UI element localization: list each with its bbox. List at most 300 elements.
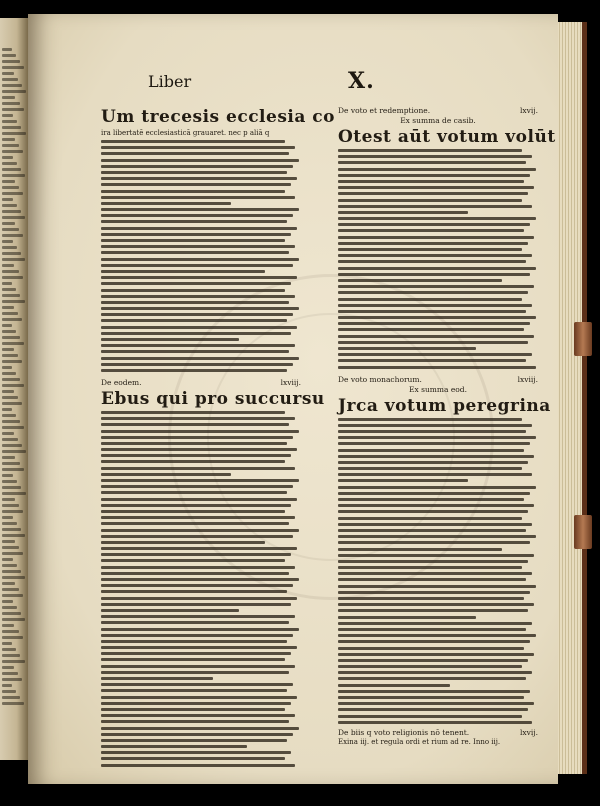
text-line-fragment	[2, 306, 14, 309]
text-line-fragment	[2, 420, 20, 423]
text-line	[338, 223, 530, 226]
text-line-fragment	[2, 120, 17, 123]
text-line-fragment	[2, 588, 19, 591]
text-line	[338, 298, 522, 301]
text-line-fragment	[2, 126, 21, 129]
text-line	[101, 547, 297, 550]
text-line	[338, 229, 524, 232]
right-column	[338, 106, 556, 747]
text-line-fragment	[2, 426, 24, 429]
text-line	[338, 359, 526, 362]
section-meta-number: lxvij.	[520, 727, 538, 737]
text-line	[101, 245, 295, 248]
text-line-fragment	[2, 444, 22, 447]
text-line-fragment	[2, 516, 13, 519]
text-line-fragment	[2, 210, 21, 213]
text-line-fragment	[2, 366, 12, 369]
text-line-fragment	[2, 84, 22, 87]
text-line	[101, 423, 289, 426]
text-line	[101, 597, 297, 600]
text-line-fragment	[2, 150, 23, 153]
text-line-fragment	[2, 300, 25, 303]
text-line	[338, 174, 530, 177]
text-line-fragment	[2, 168, 21, 171]
section-heading: Otest aūt votum volūt	[338, 127, 556, 147]
text-line	[101, 289, 285, 292]
text-line	[101, 658, 285, 661]
running-head-left: Liber	[148, 72, 192, 91]
text-line	[338, 591, 530, 594]
text-line	[101, 584, 293, 587]
text-line	[101, 251, 289, 254]
text-line-fragment	[2, 522, 17, 525]
text-line	[338, 285, 534, 288]
text-line	[338, 217, 536, 220]
text-line	[101, 566, 295, 569]
text-line	[101, 350, 289, 353]
text-line	[101, 671, 289, 674]
text-line-fragment	[2, 54, 16, 57]
text-line	[338, 366, 536, 369]
text-line-fragment	[2, 180, 15, 183]
text-line-fragment	[2, 702, 24, 705]
section-meta-title: De biis q voto religionis nō tenent.	[338, 727, 470, 737]
text-line	[101, 665, 295, 668]
text-line	[101, 516, 295, 519]
text-line	[338, 492, 530, 495]
text-line-fragment	[2, 336, 20, 339]
section-meta	[338, 106, 538, 116]
text-line	[101, 590, 287, 593]
text-line	[101, 301, 289, 304]
text-line	[338, 279, 502, 282]
text-line	[338, 155, 532, 158]
text-line	[101, 177, 297, 180]
text-line	[101, 183, 291, 186]
text-line	[338, 653, 534, 656]
text-line	[338, 677, 526, 680]
text-line	[338, 304, 532, 307]
text-line	[338, 149, 522, 152]
text-line	[101, 159, 299, 162]
text-line	[101, 720, 289, 723]
text-line-fragment	[2, 480, 17, 483]
text-line-fragment	[2, 108, 24, 111]
text-line	[101, 652, 291, 655]
text-line-fragment	[2, 390, 14, 393]
text-line	[338, 328, 524, 331]
text-line	[338, 572, 532, 575]
text-line-fragment	[2, 276, 23, 279]
text-line	[101, 714, 295, 717]
running-head	[28, 68, 558, 100]
text-line	[338, 254, 532, 257]
text-line-fragment	[2, 186, 19, 189]
text-line	[101, 270, 265, 273]
text-line-fragment	[2, 510, 23, 513]
text-line	[338, 486, 536, 489]
text-line	[338, 696, 524, 699]
text-line-fragment	[2, 450, 26, 453]
text-line	[101, 190, 285, 193]
text-line	[101, 498, 297, 501]
section-source: Ex summa de casib.	[400, 116, 476, 125]
text-line-fragment	[2, 90, 26, 93]
text-line-fragment	[2, 654, 20, 657]
text-line	[101, 417, 295, 420]
text-line-fragment	[2, 558, 13, 561]
text-line	[338, 609, 528, 612]
text-line	[101, 357, 299, 360]
text-line	[101, 448, 297, 451]
text-line	[101, 739, 287, 742]
text-line-fragment	[2, 630, 19, 633]
text-line-fragment	[2, 684, 12, 687]
text-line	[101, 615, 295, 618]
text-line-fragment	[2, 192, 23, 195]
text-line-fragment	[2, 66, 24, 69]
text-line	[101, 572, 289, 575]
text-line	[338, 603, 534, 606]
text-line	[338, 634, 536, 637]
text-line	[338, 721, 532, 724]
text-line-fragment	[2, 546, 19, 549]
text-line-fragment	[2, 498, 15, 501]
text-line	[101, 491, 287, 494]
text-line-fragment	[2, 228, 19, 231]
text-line	[101, 708, 285, 711]
text-line-fragment	[2, 372, 16, 375]
running-head-right: X.	[348, 68, 375, 94]
text-line-fragment	[2, 174, 25, 177]
text-line-fragment	[2, 342, 24, 345]
text-line	[338, 180, 524, 183]
text-line	[101, 307, 299, 310]
text-line-fragment	[2, 396, 18, 399]
previous-page-edge	[0, 18, 28, 760]
text-line	[101, 683, 293, 686]
text-line	[338, 424, 532, 427]
text-line	[101, 239, 285, 242]
text-line-fragment	[2, 414, 16, 417]
text-line-fragment	[2, 600, 13, 603]
text-line	[338, 597, 524, 600]
left-column	[101, 106, 335, 770]
text-line-fragment	[2, 48, 12, 51]
text-line	[338, 461, 528, 464]
text-line	[101, 634, 293, 637]
text-line-fragment	[2, 624, 14, 627]
text-line	[101, 522, 289, 525]
text-line	[101, 541, 265, 544]
text-line	[338, 554, 534, 557]
text-line-fragment	[2, 696, 20, 699]
text-line	[338, 449, 524, 452]
text-line	[338, 248, 522, 251]
text-line	[101, 467, 295, 470]
text-line-fragment	[2, 690, 16, 693]
text-line	[101, 369, 287, 372]
text-line-fragment	[2, 648, 16, 651]
text-line	[338, 273, 530, 276]
text-line	[101, 319, 287, 322]
text-line	[338, 585, 536, 588]
text-line	[338, 659, 528, 662]
text-line	[101, 535, 293, 538]
text-line	[101, 689, 287, 692]
text-line	[338, 616, 476, 619]
text-line-fragment	[2, 492, 26, 495]
text-line	[101, 677, 213, 680]
section-block	[101, 377, 325, 767]
text-line-fragment	[2, 606, 17, 609]
text-line	[338, 168, 536, 171]
text-line	[101, 609, 239, 612]
text-line	[338, 578, 526, 581]
text-line-fragment	[2, 618, 25, 621]
text-line	[101, 702, 291, 705]
text-line	[101, 202, 231, 205]
text-line-fragment	[2, 348, 14, 351]
text-line-fragment	[2, 294, 20, 297]
text-line	[338, 267, 536, 270]
text-line-fragment	[2, 570, 21, 573]
text-line	[101, 454, 291, 457]
text-line	[101, 276, 297, 279]
text-line	[338, 523, 532, 526]
text-line-fragment	[2, 462, 20, 465]
text-line	[338, 560, 528, 563]
text-line-fragment	[2, 132, 26, 135]
section-body-text	[338, 149, 538, 369]
text-line	[101, 529, 299, 532]
text-line	[338, 541, 530, 544]
text-line-fragment	[2, 78, 18, 81]
text-line	[338, 684, 450, 687]
text-line	[338, 310, 526, 313]
text-line	[101, 313, 293, 316]
text-line-fragment	[2, 222, 15, 225]
text-line	[338, 436, 536, 439]
text-line-fragment	[2, 60, 20, 63]
text-line	[101, 479, 299, 482]
text-line	[101, 430, 299, 433]
text-line	[338, 242, 528, 245]
text-line-fragment	[2, 354, 18, 357]
text-line	[338, 418, 522, 421]
text-line	[338, 504, 534, 507]
text-line	[101, 578, 299, 581]
text-line	[101, 295, 295, 298]
text-line-fragment	[2, 576, 25, 579]
text-line	[338, 690, 530, 693]
text-line	[101, 745, 247, 748]
text-line	[101, 140, 285, 143]
text-line	[101, 332, 291, 335]
text-line-fragment	[2, 282, 12, 285]
text-line	[101, 442, 287, 445]
text-line-fragment	[2, 438, 18, 441]
text-line-fragment	[2, 552, 23, 555]
text-line	[101, 165, 293, 168]
section-source: Ex summa eod.	[409, 384, 467, 394]
text-line	[338, 479, 468, 482]
text-line-fragment	[2, 252, 21, 255]
text-line	[338, 335, 534, 338]
text-line	[338, 566, 522, 569]
text-line-fragment	[2, 264, 14, 267]
section-meta	[101, 378, 301, 388]
text-line	[338, 715, 522, 718]
text-line-fragment	[2, 144, 19, 147]
text-line	[338, 671, 532, 674]
text-line-fragment	[2, 528, 21, 531]
section-citation: Exina iij. et regula ordi et rium ad re. Inno iij.	[338, 737, 501, 746]
text-line	[338, 622, 532, 625]
text-line	[101, 258, 299, 261]
text-line	[101, 227, 297, 230]
text-line	[338, 535, 536, 538]
text-line	[101, 733, 293, 736]
text-line-fragment	[2, 594, 23, 597]
text-line	[101, 146, 295, 149]
section-meta-title: De eodem.	[101, 377, 142, 387]
text-line-fragment	[2, 642, 12, 645]
section-meta	[338, 375, 538, 385]
text-line	[338, 548, 502, 551]
text-line	[101, 696, 297, 699]
section-meta-title: De voto monachorum.	[338, 374, 422, 384]
text-line-fragment	[2, 216, 25, 219]
text-line-fragment	[2, 72, 14, 75]
text-line-fragment	[2, 246, 17, 249]
text-line-fragment	[2, 288, 16, 291]
section-meta-number: lxvij.	[520, 106, 538, 115]
text-line	[338, 291, 528, 294]
text-line	[101, 326, 297, 329]
text-line	[101, 603, 291, 606]
section-block	[338, 374, 551, 724]
text-line	[338, 665, 522, 668]
text-line	[338, 647, 524, 650]
text-line	[338, 702, 534, 705]
text-line	[338, 510, 528, 513]
text-line-fragment	[2, 666, 14, 669]
text-line	[101, 233, 291, 236]
text-line	[338, 640, 530, 643]
text-line	[338, 498, 524, 501]
text-line	[101, 621, 289, 624]
text-line	[101, 264, 293, 267]
text-line-fragment	[2, 162, 17, 165]
text-line	[101, 504, 291, 507]
text-line-fragment	[2, 402, 22, 405]
text-line-fragment	[2, 96, 15, 99]
text-line	[338, 455, 534, 458]
section-meta-number: lxviij.	[280, 377, 301, 387]
text-line	[338, 316, 536, 319]
text-line-fragment	[2, 234, 23, 237]
section-heading: Um trecesis ecclesia co	[101, 107, 335, 127]
text-line-fragment	[2, 240, 13, 243]
text-line-fragment	[2, 258, 25, 261]
text-line-fragment	[2, 318, 22, 321]
text-line-fragment	[2, 564, 17, 567]
text-line-fragment	[2, 540, 15, 543]
text-line	[101, 628, 299, 631]
text-line	[101, 510, 285, 513]
text-line-fragment	[2, 474, 13, 477]
previous-page-text-fragments	[2, 48, 26, 708]
text-line-fragment	[2, 102, 20, 105]
text-line-fragment	[2, 504, 19, 507]
text-line	[101, 640, 287, 643]
text-line	[338, 161, 526, 164]
section-meta-number: lxviij.	[517, 374, 538, 384]
section-heading: Jrca votum peregrina	[338, 395, 551, 416]
text-line-fragment	[2, 156, 13, 159]
text-line	[338, 322, 530, 325]
text-line	[338, 442, 530, 445]
text-line-fragment	[2, 198, 13, 201]
text-line	[101, 411, 285, 414]
text-line	[338, 236, 534, 239]
book-clasp-strap	[574, 515, 592, 549]
text-line	[338, 467, 522, 470]
text-line-fragment	[2, 408, 12, 411]
text-line	[101, 646, 297, 649]
text-line	[101, 208, 299, 211]
text-line	[101, 553, 291, 556]
text-line	[338, 347, 476, 350]
text-line-fragment	[2, 114, 13, 117]
text-line	[338, 341, 528, 344]
text-line-fragment	[2, 324, 12, 327]
text-line-fragment	[2, 384, 24, 387]
text-line-fragment	[2, 432, 14, 435]
text-line	[101, 220, 287, 223]
text-line-fragment	[2, 612, 21, 615]
text-line-fragment	[2, 468, 24, 471]
text-line-fragment	[2, 378, 20, 381]
text-line-fragment	[2, 456, 15, 459]
text-line-fragment	[2, 672, 18, 675]
section-intro-line: ira libertatē ecclesiasticā grauaret. nec p aliā q	[101, 129, 270, 137]
text-line	[338, 473, 532, 476]
text-line	[101, 152, 289, 155]
text-line	[338, 708, 528, 711]
text-line	[338, 211, 468, 214]
text-line	[101, 338, 239, 341]
text-line	[338, 186, 534, 189]
text-line-fragment	[2, 534, 25, 537]
text-line	[101, 282, 291, 285]
section-heading: Ebus qui pro succursu	[101, 388, 325, 409]
text-line	[101, 473, 231, 476]
text-line	[101, 196, 295, 199]
text-line	[101, 559, 285, 562]
text-line	[338, 517, 522, 520]
book-page	[28, 14, 558, 784]
text-line-fragment	[2, 660, 25, 663]
text-line	[338, 260, 526, 263]
text-line	[101, 727, 299, 730]
section-body-text	[101, 140, 301, 372]
text-line	[338, 529, 526, 532]
text-line	[101, 214, 293, 217]
section-meta-title: De voto et redemptione.	[338, 106, 431, 115]
text-line-fragment	[2, 678, 22, 681]
